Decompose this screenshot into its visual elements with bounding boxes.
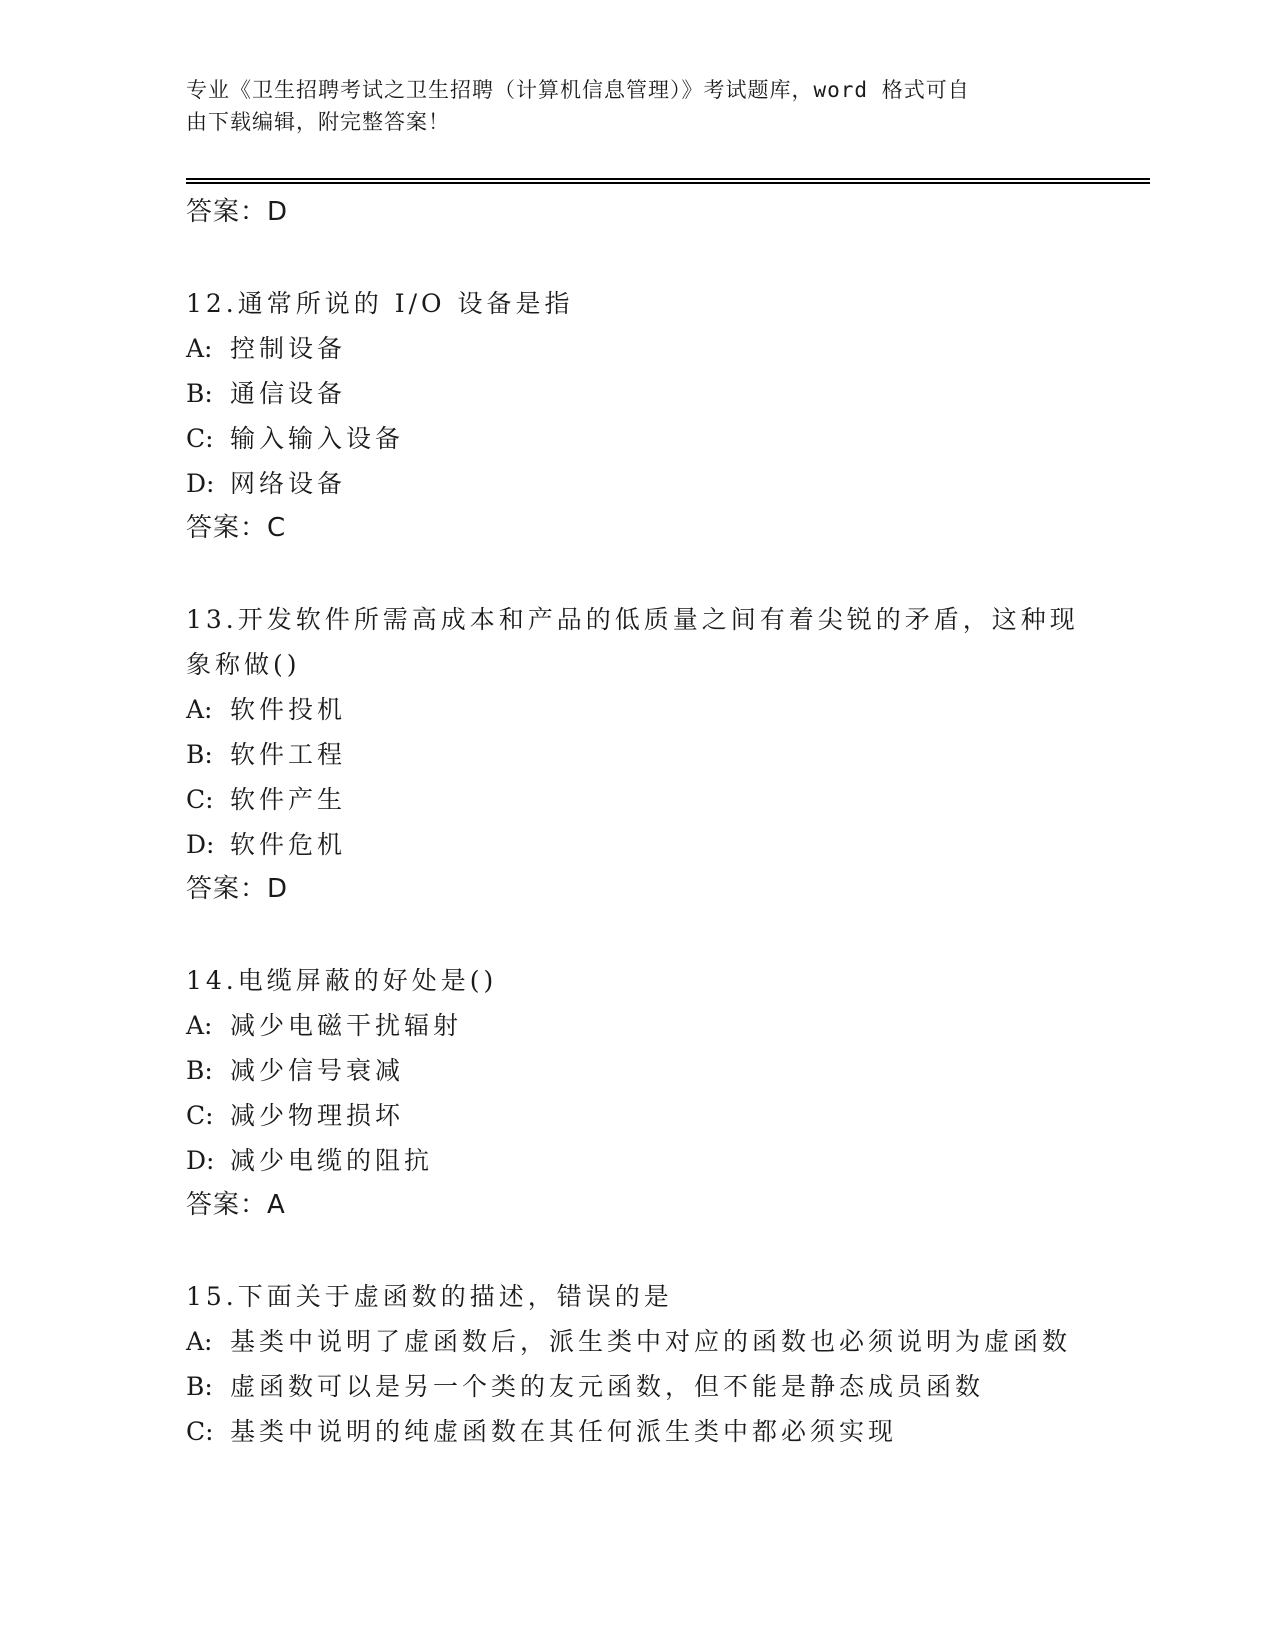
option-letter: B: bbox=[186, 740, 213, 769]
option-d bbox=[186, 1138, 1086, 1183]
option-text: 减少信号衰减 bbox=[230, 1056, 405, 1085]
option-letter: C: bbox=[186, 1417, 214, 1446]
option-text: 软件工程 bbox=[230, 740, 347, 769]
option-letter: D: bbox=[186, 830, 215, 859]
question-text: 12.通常所说的 I/O 设备是指 bbox=[186, 289, 574, 318]
question-list bbox=[186, 190, 1086, 1454]
option-letter: A: bbox=[186, 1011, 213, 1040]
option-text: 软件危机 bbox=[230, 830, 347, 859]
header-title-line-1: 专业《卫生招聘考试之卫生招聘（计算机信息管理）》考试题库，word 格式可自 bbox=[186, 78, 970, 102]
option-text: 软件投机 bbox=[230, 695, 347, 724]
spacer bbox=[186, 912, 1086, 958]
option-text: 基类中说明的纯虚函数在其任何派生类中都必须实现 bbox=[230, 1417, 898, 1446]
question-12 bbox=[186, 281, 1086, 551]
option-letter: A: bbox=[186, 334, 213, 363]
option-letter: D: bbox=[186, 1146, 215, 1175]
option-letter: C: bbox=[186, 785, 214, 814]
question-answer: 答案：C bbox=[186, 513, 287, 543]
option-letter: A: bbox=[186, 1327, 213, 1356]
option-text: 减少电缆的阻抗 bbox=[230, 1146, 434, 1175]
option-text: 输入输入设备 bbox=[230, 424, 405, 453]
option-text: 虚函数可以是另一个类的友元函数，但不能是静态成员函数 bbox=[230, 1372, 985, 1401]
option-a bbox=[186, 687, 1086, 732]
question-text: 14.电缆屏蔽的好处是() bbox=[186, 966, 498, 995]
spacer bbox=[186, 235, 1086, 281]
option-d bbox=[186, 822, 1086, 867]
header-divider-bottom bbox=[186, 182, 1150, 184]
option-letter: C: bbox=[186, 1101, 214, 1130]
option-c bbox=[186, 1409, 1086, 1454]
question-text: 13.开发软件所需高成本和产品的低质量之间有着尖锐的矛盾，这种现象称做() bbox=[186, 605, 1079, 679]
question-13 bbox=[186, 597, 1086, 912]
option-a bbox=[186, 1319, 1086, 1364]
previous-answer: 答案：D bbox=[186, 197, 289, 227]
option-b bbox=[186, 1364, 1086, 1409]
option-letter: B: bbox=[186, 1056, 213, 1085]
option-text: 控制设备 bbox=[230, 334, 347, 363]
spacer bbox=[186, 551, 1086, 597]
option-letter: A: bbox=[186, 695, 213, 724]
document-header bbox=[186, 74, 1066, 138]
header-title-line-2: 由下载编辑，附完整答案！ bbox=[186, 110, 450, 134]
question-14 bbox=[186, 958, 1086, 1228]
option-letter: C: bbox=[186, 424, 214, 453]
option-c bbox=[186, 416, 1086, 461]
question-text: 15.下面关于虚函数的描述，错误的是 bbox=[186, 1282, 673, 1311]
option-text: 减少物理损坏 bbox=[230, 1101, 405, 1130]
spacer bbox=[186, 1228, 1086, 1274]
option-c bbox=[186, 777, 1086, 822]
option-b bbox=[186, 1048, 1086, 1093]
header-divider-top bbox=[186, 178, 1150, 180]
option-text: 网络设备 bbox=[230, 469, 347, 498]
option-letter: D: bbox=[186, 469, 215, 498]
option-d bbox=[186, 461, 1086, 506]
option-text: 软件产生 bbox=[230, 785, 347, 814]
option-letter: B: bbox=[186, 379, 213, 408]
option-b bbox=[186, 732, 1086, 777]
option-text: 基类中说明了虚函数后，派生类中对应的函数也必须说明为虚函数 bbox=[230, 1327, 1072, 1356]
option-text: 通信设备 bbox=[230, 379, 347, 408]
question-15 bbox=[186, 1274, 1086, 1454]
option-b bbox=[186, 371, 1086, 416]
option-letter: B: bbox=[186, 1372, 213, 1401]
option-a bbox=[186, 1003, 1086, 1048]
option-a bbox=[186, 326, 1086, 371]
option-text: 减少电磁干扰辐射 bbox=[230, 1011, 463, 1040]
question-answer: 答案：A bbox=[186, 1190, 286, 1220]
option-c bbox=[186, 1093, 1086, 1138]
question-answer: 答案：D bbox=[186, 874, 289, 904]
